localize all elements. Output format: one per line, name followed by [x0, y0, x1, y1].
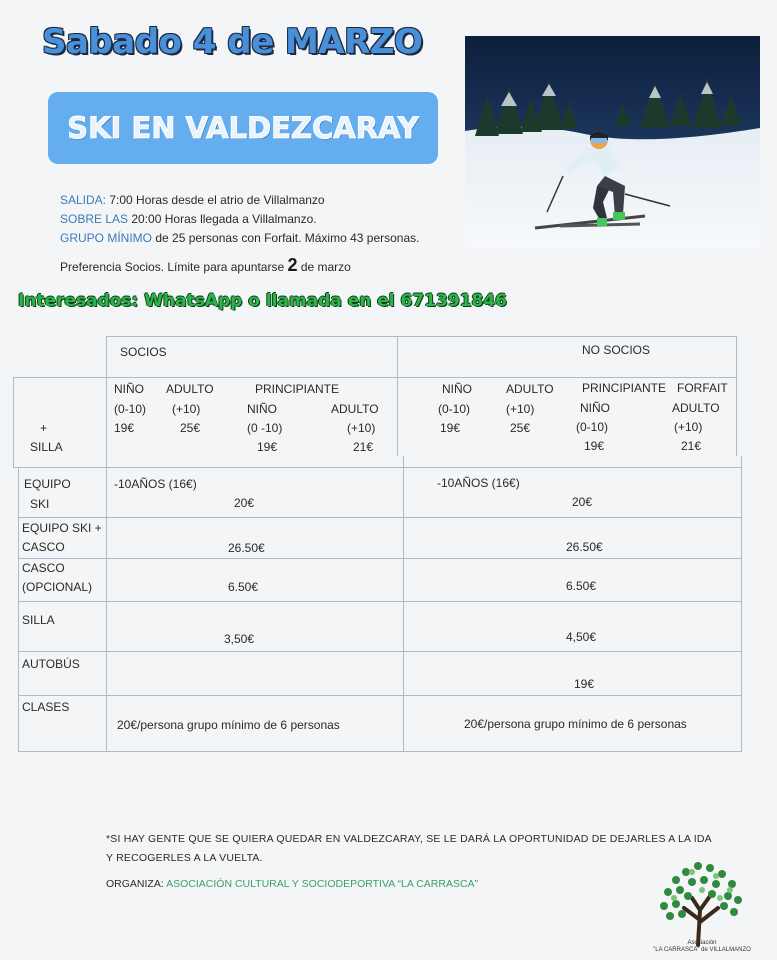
forfait-plus: + [40, 421, 48, 435]
skier-illustration [465, 36, 760, 248]
nosocios-adulto-label: ADULTO [506, 382, 554, 396]
nosocios-equipo-ski-price: 20€ [572, 495, 593, 509]
socios-nino-label: NIÑO [114, 382, 144, 396]
nosocios-silla-price: 4,50€ [566, 630, 597, 644]
autobus-price: 19€ [574, 677, 595, 691]
equipo-casco-label-1: EQUIPO SKI + [22, 521, 102, 535]
socios-p-nino-label: NIÑO [247, 402, 277, 416]
grid-line [18, 558, 742, 559]
grid-line [13, 377, 737, 378]
return-label: SOBRE LAS [60, 212, 129, 226]
event-date-title: Sabado 4 de MARZO [42, 22, 423, 62]
forfait-silla-label: SILLA [30, 440, 63, 454]
grid-line [18, 517, 742, 518]
event-banner-text: SKI EN VALDEZCARAY [67, 111, 419, 145]
grid-line [13, 377, 14, 467]
preference-line [60, 255, 351, 276]
grid-line [106, 336, 107, 752]
silla-label: SILLA [22, 613, 55, 627]
return-text: 20:00 Horas llegada a Villalmanzo. [128, 212, 317, 226]
grid-line [18, 467, 19, 752]
nosocios-nino-label: NIÑO [442, 382, 472, 396]
organizer-line [106, 878, 478, 890]
socios-adulto-price: 25€ [180, 421, 201, 435]
socios-equipo-ski-price: 20€ [234, 496, 255, 510]
autobus-label: AUTOBÚS [22, 657, 80, 671]
socios-p-nino-age: (0 -10) [247, 421, 283, 435]
grid-line [106, 336, 737, 337]
grid-line [13, 467, 742, 468]
equipo-ski-label-2: SKI [30, 497, 50, 511]
nosocios-p-nino-label: NIÑO [580, 401, 610, 415]
preference-text: Preferencia Socios. Límite para apuntarse [60, 260, 288, 274]
socios-p-adulto-age: (+10) [347, 421, 376, 435]
grid-line [736, 336, 737, 456]
socios-adulto-label: ADULTO [166, 382, 214, 396]
nosocios-principiante-label: PRINCIPIANTE [582, 381, 667, 395]
casco-label-2: (OPCIONAL) [22, 580, 93, 594]
return-line [60, 212, 317, 226]
nosocios-adulto-price: 25€ [510, 421, 531, 435]
tree-logo-icon [646, 850, 756, 950]
logo-caption-line-2: "LA CARRASCA" de VILLALMANZO [653, 947, 751, 953]
socios-nino-price: 19€ [114, 421, 135, 435]
deadline-day: 2 [287, 255, 298, 275]
nosocios-forfait-label: FORFAIT [677, 381, 728, 395]
socios-equipo-ski-note: -10AÑOS (16€) [114, 477, 197, 491]
socios-p-adulto-price: 21€ [353, 440, 374, 454]
socios-equipo-casco-price: 26.50€ [228, 541, 265, 555]
clases-label: CLASES [22, 700, 70, 714]
grid-line [403, 456, 404, 752]
grid-line [741, 456, 742, 752]
socios-nino-age: (0-10) [114, 402, 147, 416]
nosocios-p-nino-age: (0-10) [576, 420, 609, 434]
equipo-ski-label-1: EQUIPO [24, 477, 71, 491]
grid-line [18, 695, 742, 696]
grid-line [18, 601, 742, 602]
nosocios-equipo-ski-note: -10AÑOS (16€) [437, 476, 520, 490]
nosocios-nino-price: 19€ [440, 421, 461, 435]
grid-line [397, 336, 398, 456]
departure-label: SALIDA: [60, 193, 107, 207]
casco-label-1: CASCO [22, 561, 65, 575]
nosocios-p-adulto-age: (+10) [674, 420, 703, 434]
grid-line [18, 651, 742, 652]
departure-text: 7:00 Horas desde el atrio de Villalmanzo [106, 193, 325, 207]
nosocios-p-adulto-label: ADULTO [672, 401, 720, 415]
nosocios-p-nino-price: 19€ [584, 439, 605, 453]
nosocios-equipo-casco-price: 26.50€ [566, 540, 603, 554]
socios-silla-price: 3,50€ [224, 632, 255, 646]
nosocios-casco-price: 6.50€ [566, 579, 597, 593]
socios-casco-price: 6.50€ [228, 580, 259, 594]
departure-line [60, 193, 325, 207]
organizer-label: ORGANIZA: [106, 878, 167, 890]
footnote-line-2: Y RECOGERLES A LA VUELTA. [106, 852, 263, 864]
nosocios-clases-text: 20€/persona grupo mínimo de 6 personas [464, 717, 687, 731]
nosocios-p-adulto-price: 21€ [681, 439, 702, 453]
socios-p-nino-price: 19€ [257, 440, 278, 454]
group-label: GRUPO MÍNIMO [60, 231, 152, 245]
socios-adulto-age: (+10) [172, 402, 201, 416]
skier-photo [465, 36, 760, 248]
nosocios-adulto-age: (+10) [506, 402, 535, 416]
nosocios-nino-age: (0-10) [438, 402, 471, 416]
socios-clases-text: 20€/persona grupo mínimo de 6 personas [117, 718, 340, 732]
grid-line [18, 751, 742, 752]
footnote-line-1: *SI HAY GENTE QUE SE QUIERA QUEDAR EN VALDEZCARAY, SE LE DARÁ LA OPORTUNIDAD DE DEJARLES A LA IDA [106, 833, 712, 845]
equipo-casco-label-2: CASCO [22, 540, 65, 554]
event-banner [48, 92, 438, 164]
no-socios-header: NO SOCIOS [582, 343, 651, 357]
group-text: de 25 personas con Forfait. Máximo 43 personas. [152, 231, 420, 245]
group-line [60, 231, 419, 245]
socios-principiante-label: PRINCIPIANTE [255, 382, 340, 396]
logo-caption-line-1: Asociación [687, 940, 717, 946]
socios-header: SOCIOS [120, 345, 167, 359]
deadline-month: de marzo [297, 260, 351, 274]
logo-caption [640, 940, 764, 954]
contact-line: Interesados: WhatsApp o llamada en el 671391846 [18, 291, 508, 311]
organizer-name: ASOCIACIÓN CULTURAL Y SOCIODEPORTIVA “LA CARRASCA” [166, 878, 479, 890]
socios-p-adulto-label: ADULTO [331, 402, 379, 416]
